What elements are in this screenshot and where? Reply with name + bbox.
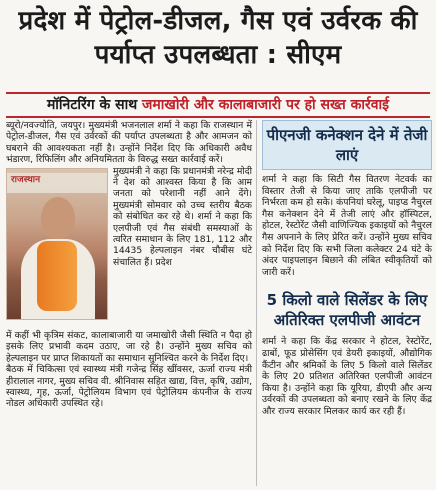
photo-banner-text: राजस्थान: [11, 174, 41, 185]
article-continued: [6, 330, 252, 410]
article-wrap-text: मुख्यमंत्री ने कहा कि प्रधानमंत्री नरेन्द्र मोदी ने देश को आश्वस्त किया है कि आम जनता को परेशानी नहीं आने देंगे। मुख्यमंत्री सोमवार को उच्च स्तरीय बैठक को संबोधित कर रहे थे। शर्मा ने कहा कि एलपीजी एवं गैस संबंधी समस्याओं के त्वरित समाधान के लिए 181, 112 और 14435 हेल्पलाइन नंबर चौबीस घंटे संचालित हैं। प्रदेश: [113, 165, 252, 268]
png-box-title: पीएनजी कनेक्शन देने में तेजी लाएं: [262, 120, 432, 170]
article-main-column: [6, 120, 252, 328]
photo-figure-scarf: [37, 241, 77, 311]
cylinder-box-title: 5 किलो वाले सिलेंडर के लिए अतिरिक्त एलपीजी आवंटन: [266, 291, 428, 330]
subheadline-part1: मॉनिटरिंग के साथ: [46, 97, 143, 113]
sidebar-column: [262, 120, 432, 418]
png-connection-box: [262, 120, 432, 278]
photo-figure-head: [41, 197, 75, 239]
cylinder-box-text: शर्मा ने कहा कि केंद्र सरकार ने होटल, रेस्टोरेंट, ढाबों, फूड प्रोसेसिंग एवं डेयरी इकाइयों, औद्योगिक कैंटीन और श्रमिकों के लिए 5 किलो वाले सिलेंडर के लिए 20 प्रतिशत अतिरिक्त एलपीजी आवंटन किया है। उन्होंने कहा कि यूरिया, डीएपी और अन्य उर्वरकों की उपलब्धता को बनाए रखने के लिए केंद्र और राज्य सरकार मिलकर कार्य कर रही हैं।: [262, 336, 432, 417]
headline: प्रदेश में पेट्रोल-डीजल, गैस एवं उर्वरक की पर्याप्त उपलब्धता : सीएम: [18, 6, 418, 70]
article-intro: ब्यूरो/नवज्योति, जयपुर। मुख्यमंत्री भजनलाल शर्मा ने कहा कि राजस्थान में पेट्रोल-डीजल, गैस एवं उर्वरकों की पर्याप्त उपलब्धता है और आमजन को घबराने की आवश्यकता नहीं है। उन्होंने निर्देश दिए कि अधिकारी अवैध भंडारण, रिफिलिंग और अनियमितता के विरुद्ध सख्त कार्रवाई करें।: [6, 120, 252, 166]
column-divider: [256, 120, 257, 486]
article-para3: बैठक में चिकित्सा एवं स्वास्थ्य मंत्री गजेन्द्र सिंह खींवसर, ऊर्जा राज्य मंत्री हीरालाल नागर, मुख्य सचिव वी. श्रीनिवास सहित खाद्य, वित्त, कृषि, उद्योग, स्वास्थ्य, गृह, ऊर्जा, पेट्रोलियम विभाग एवं पेट्रोलियम कंपनीज के राज्य नोडल अधिकारी उपस्थित रहे।: [6, 364, 252, 410]
subheadline: [6, 92, 430, 118]
subheadline-part2: जमाखोरी और कालाबाजारी पर हो सख्त कार्रवाई: [142, 97, 390, 113]
cylinder-allocation-box: [262, 288, 432, 417]
png-box-text: शर्मा ने कहा कि सिटी गैस वितरण नेटवर्क का विस्तार तेजी से किया जाए ताकि एलपीजी पर निर्भरता कम हो सके। कंपनियां घरेलू, पाइप्ड नैचुरल गैस कनेक्शन देने में तेजी लाएं और हॉस्पिटल, होटल, रेस्टोरेंट जैसी वाणिज्यिक इकाइयों को नैचुरल गैस अपनाने के लिए प्रेरित करें। उन्होंने मुख्य सचिव को निर्देश दिए कि सभी जिला कलेक्टर 24 घंटे के अंदर पाइपलाइन बिछाने की लंबित स्वीकृतियों को जारी करें।: [262, 174, 432, 278]
chief-minister-photo: [6, 168, 108, 320]
article-para2: में कहीं भी कृत्रिम संकट, कालाबाजारी या जमाखोरी जैसी स्थिति न पैदा हो इसके लिए प्रभावी कदम उठाए, जा रहे है। उन्होंने मुख्य सचिव को हेल्पलाइन पर प्राप्त शिकायतों का समाधान सुनिश्चित करने के निर्देश दिए।: [6, 330, 252, 364]
